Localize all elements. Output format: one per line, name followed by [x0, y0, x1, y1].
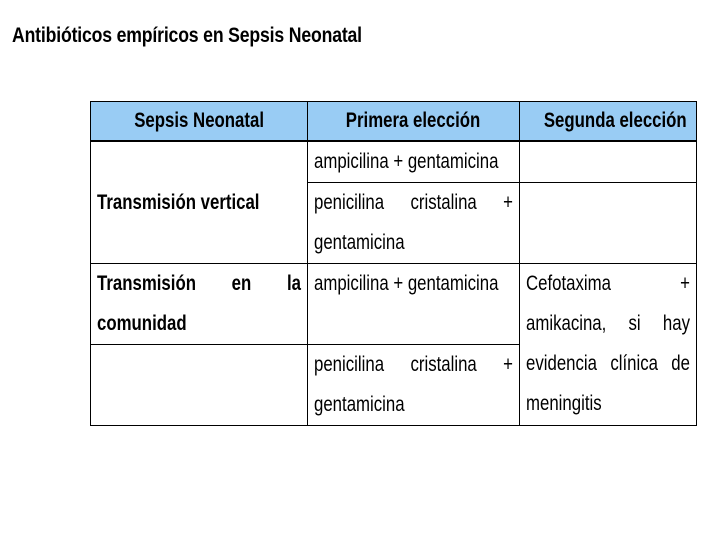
- vertical-second-choice-2: [520, 183, 697, 264]
- community-first-choice-2: penicilina cristalina + gentamicina: [308, 345, 520, 426]
- table-row: [91, 264, 697, 345]
- vertical-transmission-label: Transmisión vertical: [91, 141, 308, 264]
- page-title: Antibióticos empíricos en Sepsis Neonatal: [12, 24, 362, 47]
- community-empty-label: [91, 345, 308, 426]
- antibiotics-table: [90, 101, 697, 426]
- header-segunda-eleccion: Segunda elección: [520, 102, 697, 142]
- vertical-first-choice-1: ampicilina + gentamicina: [308, 141, 520, 183]
- community-transmission-label: Transmisión en la comunidad: [91, 264, 308, 345]
- header-sepsis-neonatal: Sepsis Neonatal: [91, 102, 308, 142]
- table-header-row: [91, 102, 697, 142]
- vertical-first-choice-2: penicilina cristalina + gentamicina: [308, 183, 520, 264]
- community-second-choice: Cefotaxima + amikacina, si hay evidencia clínica de meningitis: [520, 264, 697, 426]
- community-first-choice-1: ampicilina + gentamicina: [308, 264, 520, 345]
- table-row: [91, 141, 697, 183]
- vertical-second-choice-1: [520, 141, 697, 183]
- header-primera-eleccion: Primera elección: [308, 102, 520, 142]
